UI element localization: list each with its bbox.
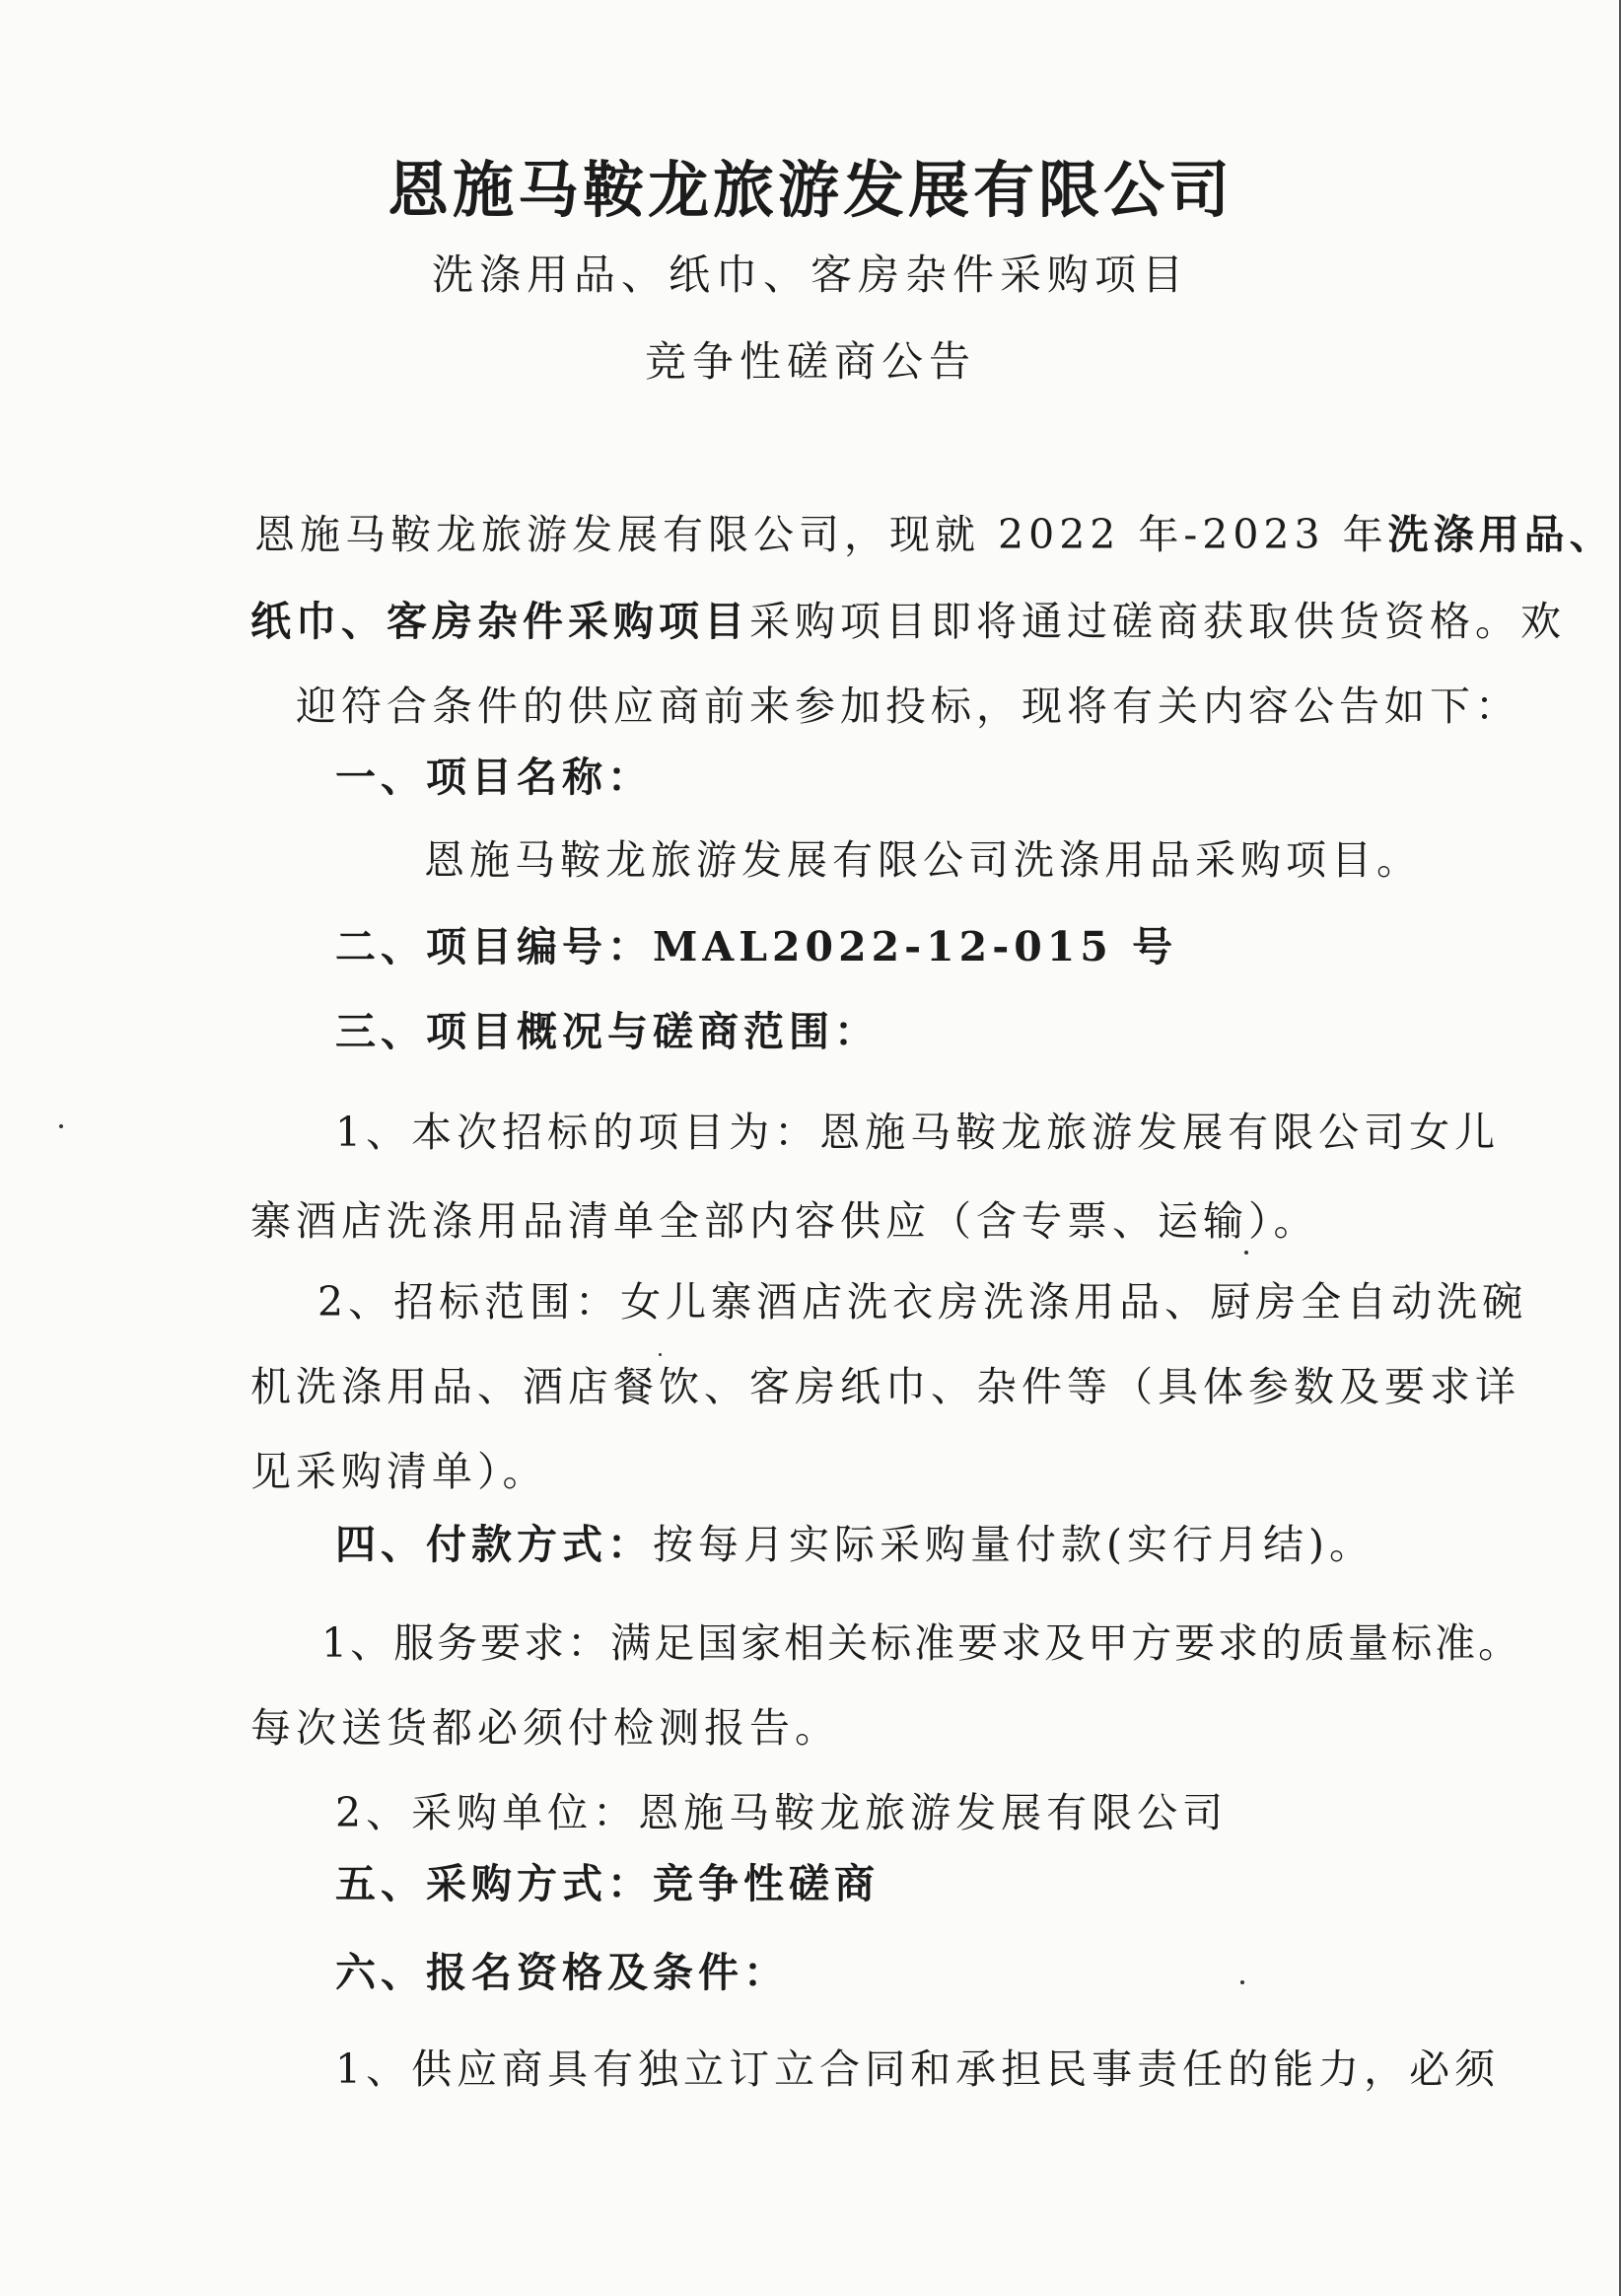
intro-text: 恩施马鞍龙旅游发展有限公司，现就 2022 年-2023 年 <box>254 511 1388 558</box>
section-1-heading: 一、项目名称： <box>335 753 653 801</box>
intro-text: 采购项目即将通过磋商获取供货资格。欢 <box>749 598 1566 645</box>
intro-line-2 <box>250 598 1566 645</box>
section-4-p1-line-2: 每次送货都必须付检测报告。 <box>250 1704 840 1752</box>
section-3-p2-line-1: 2、招标范围：女儿寨酒店洗衣房洗涤用品、厨房全自动洗碗 <box>317 1278 1528 1326</box>
section-5-heading: 五、采购方式：竞争性磋商 <box>335 1860 880 1907</box>
scan-speck <box>659 1353 662 1356</box>
intro-emphasis: 洗涤用品、 <box>1387 511 1615 558</box>
section-4-p2: 2、采购单位：恩施马鞍龙旅游发展有限公司 <box>335 1789 1229 1836</box>
section-4-heading: 四、付款方式： <box>335 1521 653 1568</box>
section-4-text: 按每月实际采购量付款(实行月结)。 <box>653 1521 1374 1568</box>
scan-speck <box>1240 1980 1244 1984</box>
section-4-line <box>335 1521 1374 1568</box>
intro-line-3: 迎符合条件的供应商前来参加投标，现将有关内容公告如下： <box>296 682 1520 730</box>
section-6-p1: 1、供应商具有独立订立合同和承担民事责任的能力，必须 <box>335 2045 1501 2093</box>
section-3-p2-line-2: 机洗涤用品、酒店餐饮、客房纸巾、杂件等（具体参数及要求详 <box>250 1363 1520 1410</box>
document-subtitle-2: 竞争性磋商公告 <box>644 337 976 386</box>
section-6-heading: 六、报名资格及条件： <box>335 1949 789 1996</box>
intro-emphasis: 纸巾、客房杂件采购项目 <box>250 598 749 645</box>
section-3-p1-line-1: 1、本次招标的项目为：恩施马鞍龙旅游发展有限公司女儿 <box>335 1109 1501 1156</box>
section-2-heading: 二、项目编号：MAL2022-12-015 号 <box>335 923 1178 970</box>
section-3-p2-line-3: 见采购清单）。 <box>250 1448 548 1495</box>
section-1-text: 恩施马鞍龙旅游发展有限公司洗涤用品采购项目。 <box>424 836 1422 884</box>
section-3-p1-line-2: 寨酒店洗涤用品清单全部内容供应（含专票、运输）。 <box>250 1197 1319 1245</box>
section-3-heading: 三、项目概况与磋商范围： <box>335 1008 880 1055</box>
scan-speck <box>59 1124 63 1128</box>
section-4-p1-line-1: 1、服务要求：满足国家相关标准要求及甲方要求的质量标准。 <box>321 1619 1522 1667</box>
document-title: 恩施马鞍龙旅游发展有限公司 <box>387 154 1233 226</box>
document-subtitle: 洗涤用品、纸巾、客房杂件采购项目 <box>431 251 1189 299</box>
scan-speck <box>1244 1251 1248 1255</box>
intro-line-1 <box>254 511 1615 558</box>
